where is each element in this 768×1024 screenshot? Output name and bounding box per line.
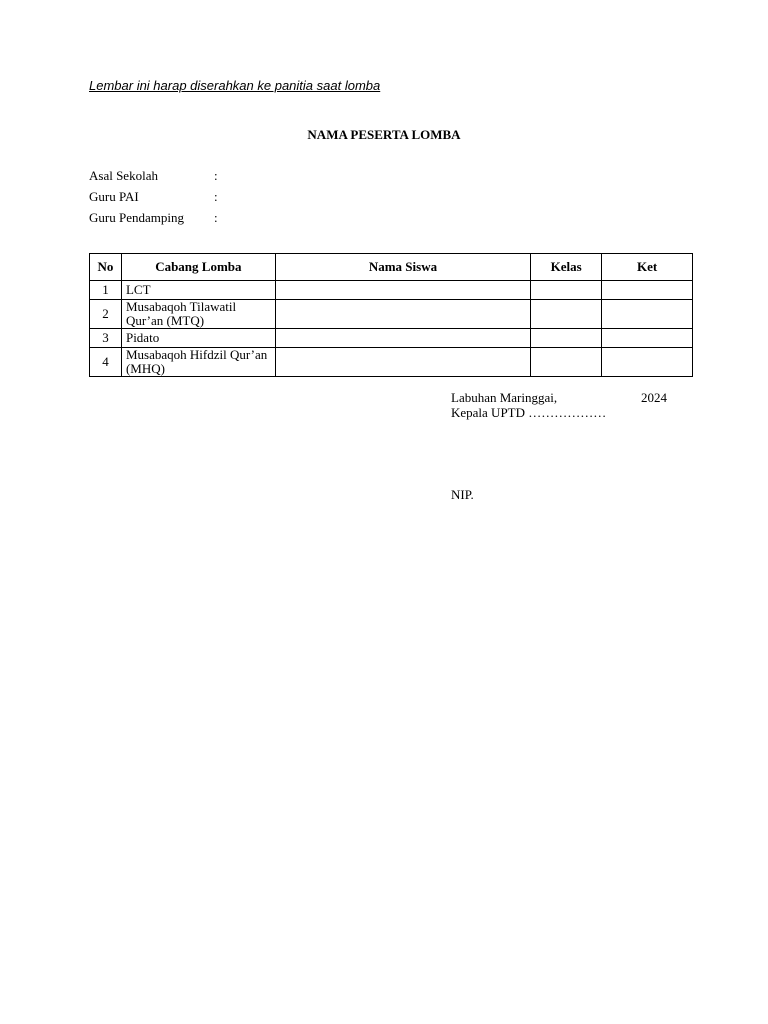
header-kelas: Kelas [531,254,602,281]
cell-no: 3 [90,329,122,348]
cell-cabang: LCT [121,281,275,300]
cell-nama[interactable] [275,348,530,377]
instruction-note: Lembar ini harap diserahkan ke panitia saat lomba [89,78,381,93]
field-label: Asal Sekolah [89,168,158,183]
cell-kelas[interactable] [531,329,602,348]
page-title: NAMA PESERTA LOMBA [307,127,461,142]
field-colon: : [214,189,218,204]
table-row [90,348,693,377]
cell-cabang: Pidato [121,329,275,348]
field-guru-pendamping [89,209,218,227]
signature-place: Labuhan Maringgai, [451,390,558,405]
cell-ket[interactable] [602,300,693,329]
table-row [90,281,693,300]
cell-cabang: Musabaqoh Hifdzil Qur’an (MHQ) [121,348,275,377]
header-nama-siswa: Nama Siswa [275,254,530,281]
table-header-row [90,254,693,281]
field-colon: : [214,168,218,183]
cell-ket[interactable] [602,281,693,300]
signature-nip: NIP. [451,487,474,502]
cell-nama[interactable] [275,300,530,329]
field-label: Guru PAI [89,189,139,204]
cell-cabang: Musabaqoh Tilawatil Qur’an (MTQ) [121,300,275,329]
cell-kelas[interactable] [531,300,602,329]
header-ket: Ket [602,254,693,281]
field-asal-sekolah [89,167,218,185]
table-row [90,300,693,329]
field-guru-pai [89,188,218,206]
field-label: Guru Pendamping [89,210,184,225]
signature-year: 2024 [641,390,667,405]
table-row [90,329,693,348]
cell-kelas[interactable] [531,281,602,300]
header-cabang-lomba: Cabang Lomba [121,254,275,281]
cell-ket[interactable] [602,329,693,348]
header-no: No [90,254,122,281]
cell-ket[interactable] [602,348,693,377]
cell-no: 2 [90,300,122,329]
participant-table [89,253,693,377]
cell-no: 1 [90,281,122,300]
cell-no: 4 [90,348,122,377]
field-colon: : [214,210,218,225]
signature-position: Kepala UPTD ……………… [451,405,607,420]
cell-nama[interactable] [275,281,530,300]
cell-nama[interactable] [275,329,530,348]
cell-kelas[interactable] [531,348,602,377]
